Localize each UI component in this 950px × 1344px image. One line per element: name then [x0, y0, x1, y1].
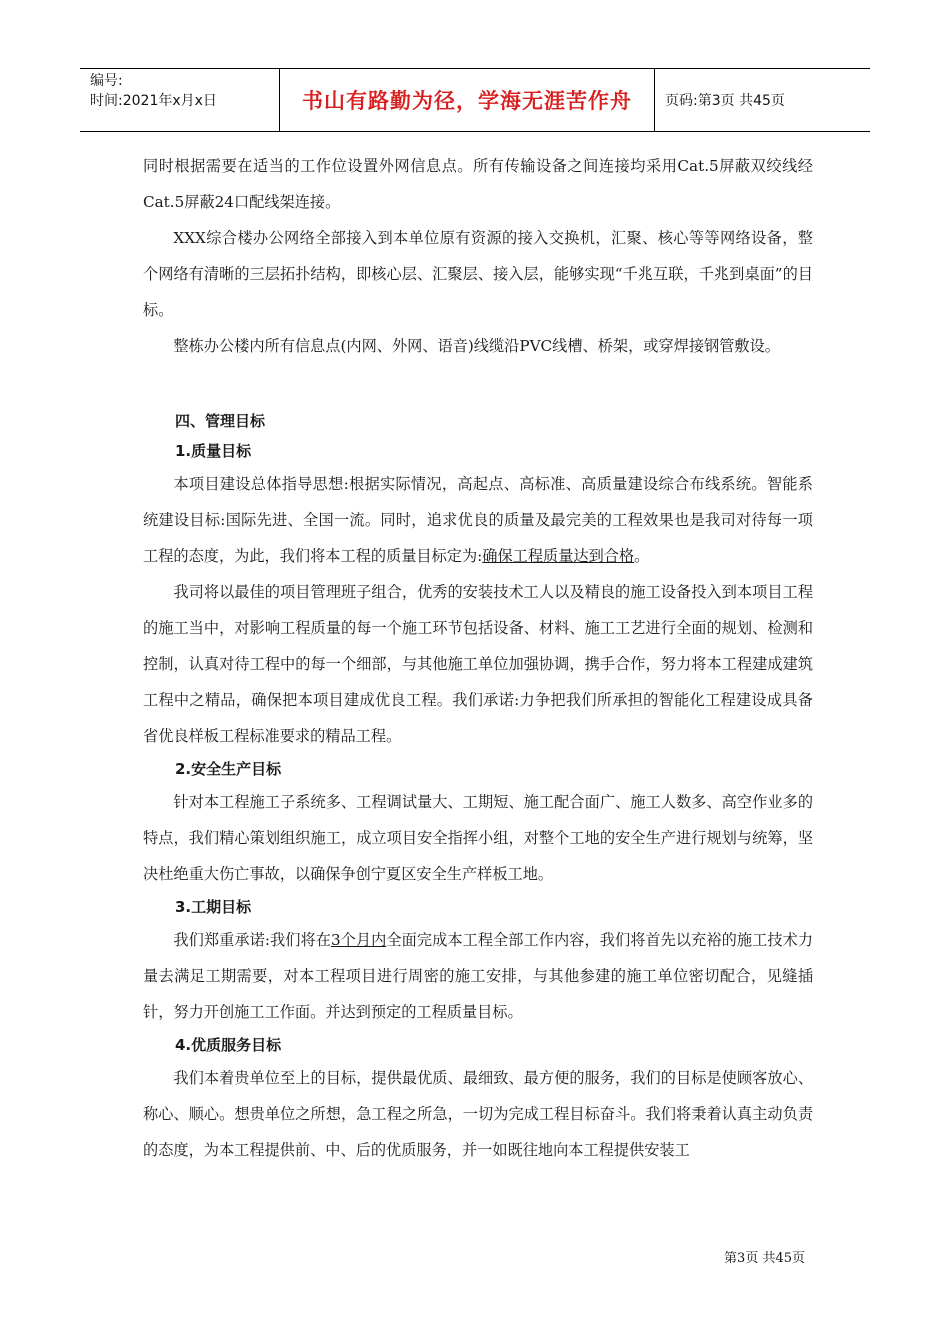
quality-paragraph-1 [143, 466, 813, 574]
number-label: 编号: [90, 73, 123, 89]
header-meta [80, 69, 280, 131]
subsection-quality-title: 1.质量目标 [175, 442, 252, 460]
quality-paragraph-2: 我司将以最佳的项目管理班子组合，优秀的安装技术工人以及精良的施工设备投入到本项目工程的施工当中，对影响工程质量的每一个施工环节包括设备、材料、施工工艺进行全面的规划、检测和控制，认真对待工程中的每一个细部，与其他施工单位加强协调，携手合作，努力将本工程建成建筑工程中之精品，确保把本项目建成优良工程。我们承诺:力争把我们所承担的智能化工程建设成具备省优良样板工程标准要求的精品工程。 [143, 583, 813, 745]
schedule-text-start: 我们郑重承诺:我们将在 [173, 931, 331, 949]
schedule-text-end: 全面完成本工程全部工作内容，我们将首先以充裕的施工技术力量去满足工期需要，对本工程项目进行周密的施工安排，与其他参建的施工单位密切配合，见缝插针，努力开创施工工作面。并达到预定的工程质量目标。 [143, 931, 814, 1021]
footer-page-number: 第3页 共45页 [724, 1251, 805, 1266]
quality-text-end: 。 [634, 547, 650, 565]
header-motto: 书山有路勤为径，学海无涯苦作舟 [280, 69, 655, 131]
subsection-safety-title: 2.安全生产目标 [175, 760, 282, 778]
subsection-schedule-title: 3.工期目标 [175, 898, 252, 916]
header-page-number: 页码:第3页 共45页 [665, 93, 785, 109]
paragraph-3: 整栋办公楼内所有信息点(内网、外网、语音)线缆沿PVC线槽、桥架，或穿焊接钢管敷设。 [173, 337, 780, 355]
schedule-paragraph [143, 922, 813, 1030]
subsection-service-title: 4.优质服务目标 [175, 1036, 282, 1054]
quality-goal-underlined: 确保工程质量达到合格 [482, 547, 635, 565]
time-label: 时间:2021年x月x日 [90, 93, 217, 109]
section-title-management: 四、管理目标 [175, 412, 266, 430]
spacer [143, 364, 813, 406]
paragraph-2: XXX综合楼办公网络全部接入到本单位原有资源的接入交换机，汇聚、核心等等网络设备，整个网络有清晰的三层拓扑结构，即核心层、汇聚层、接入层，能够实现“千兆互联，千兆到桌面”的目标。 [143, 229, 813, 319]
safety-paragraph: 针对本工程施工子系统多、工程调试量大、工期短、施工配合面广、施工人数多、高空作业多的特点，我们精心策划组织施工，成立项目安全指挥小组，对整个工地的安全生产进行规划与统筹，坚决杜绝重大伤亡事故，以确保争创宁夏区安全生产样板工地。 [143, 793, 813, 883]
document-body [143, 148, 813, 1168]
paragraph-1: 同时根据需要在适当的工作位设置外网信息点。所有传输设备之间连接均采用Cat.5屏蔽双绞线经Cat.5屏蔽24口配线架连接。 [143, 157, 813, 211]
quality-text: 本项目建设总体指导思想:根据实际情况，高起点、高标准、高质量建设综合布线系统。智能系统建设目标:国际先进、全国一流。同时，追求优良的质量及最完美的工程效果也是我司对待每一项工程的态度，为此，我们将本工程的质量目标定为: [143, 475, 813, 565]
schedule-duration-underlined: 3个月内 [330, 931, 387, 949]
service-paragraph: 我们本着贵单位至上的目标，提供最优质、最细致、最方便的服务，我们的目标是使顾客放心、称心、顺心。想贵单位之所想，急工程之所急，一切为完成工程目标奋斗。我们将秉着认真主动负责的态度，为本工程提供前、中、后的优质服务，并一如既往地向本工程提供安装工 [143, 1069, 813, 1159]
page-header [80, 68, 870, 132]
